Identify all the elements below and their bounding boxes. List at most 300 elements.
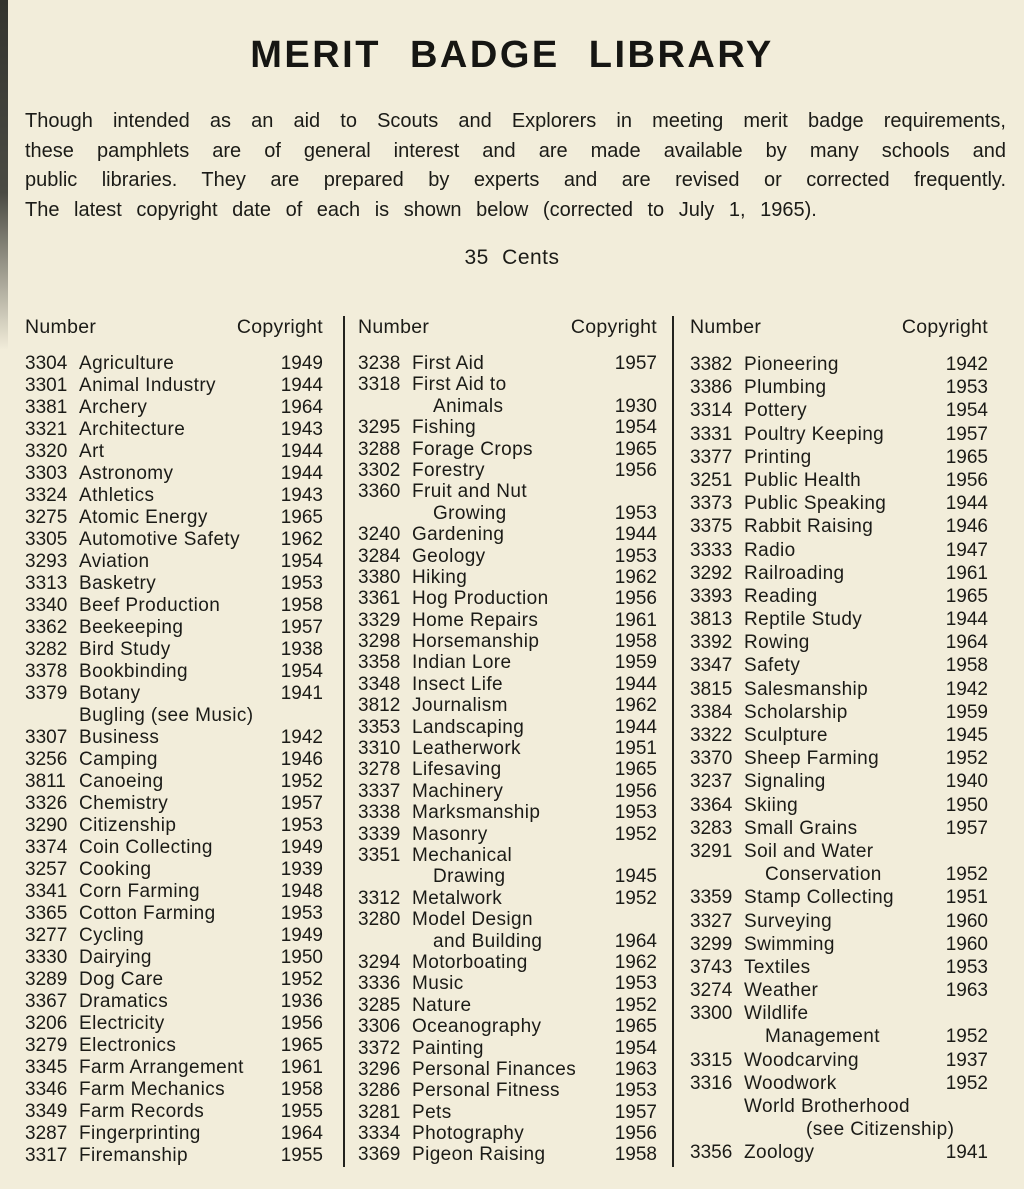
intro-line: these pamphlets are of general interest and are made available by many schools and xyxy=(25,139,1006,162)
badge-row-line xyxy=(690,933,988,956)
badge-row-line xyxy=(358,503,657,524)
badge-row-line xyxy=(25,639,323,661)
badge-number: 3307 xyxy=(25,727,68,748)
badge-year: 1957 xyxy=(945,817,988,839)
badge-row-line xyxy=(25,1013,323,1035)
table-column-3 xyxy=(672,316,990,1167)
column-entries xyxy=(358,353,657,1166)
badge-row-line xyxy=(690,353,988,376)
badge-row-line xyxy=(25,705,323,727)
badge-row-line xyxy=(358,1102,657,1123)
badge-row-line xyxy=(25,793,323,815)
badge-number: 3274 xyxy=(690,980,733,1002)
badge-number: 3287 xyxy=(25,1123,68,1144)
badge-number: 3289 xyxy=(25,969,68,990)
badge-number: 3349 xyxy=(25,1101,68,1122)
badge-name: Woodcarving xyxy=(744,1049,859,1071)
badge-row-line xyxy=(690,724,988,747)
badge-row-line xyxy=(358,1038,657,1059)
badge-year: 1963 xyxy=(945,980,988,1002)
badge-row-line xyxy=(358,995,657,1016)
badge-name: Soil and Water xyxy=(744,840,874,862)
badge-name: Music xyxy=(412,973,464,995)
badge-number: 3374 xyxy=(25,837,68,858)
badge-row-line xyxy=(358,396,657,417)
badge-year: 1953 xyxy=(280,573,323,594)
badge-row-line xyxy=(358,481,657,502)
badge-name: Aviation xyxy=(79,551,150,572)
badge-row-line xyxy=(25,661,323,683)
badge-year: 1954 xyxy=(280,551,323,572)
badge-number: 3382 xyxy=(690,354,733,375)
badge-year: 1953 xyxy=(614,1080,657,1102)
badge-name: Sculpture xyxy=(744,725,828,746)
badge-name: Public Health xyxy=(744,469,862,491)
badge-number: 3338 xyxy=(358,802,401,824)
badge-number: 3329 xyxy=(358,609,401,631)
badge-row-line xyxy=(690,979,988,1002)
badge-year: 1942 xyxy=(280,727,323,748)
badge-number: 3330 xyxy=(25,947,68,968)
badge-row-line xyxy=(25,1101,323,1123)
badge-number: 3296 xyxy=(358,1058,401,1080)
header-number-label: Number xyxy=(690,316,762,338)
badge-name: Woodwork xyxy=(744,1072,837,1094)
badge-number: 3341 xyxy=(25,881,68,902)
badge-name: Skiing xyxy=(744,794,799,816)
badge-number: 3284 xyxy=(358,545,401,567)
badge-year: 1949 xyxy=(280,925,323,946)
badge-year: 1957 xyxy=(945,423,988,445)
badge-row-line xyxy=(358,824,657,845)
badge-year: 1943 xyxy=(280,419,323,440)
badge-name: Oceanography xyxy=(412,1016,542,1038)
badge-year: 1956 xyxy=(614,1123,657,1145)
badge-name: First Aid xyxy=(412,353,485,374)
badge-name: Beekeeping xyxy=(79,617,184,638)
badge-row-line xyxy=(690,817,988,840)
badge-name: Pioneering xyxy=(744,354,839,375)
badge-number: 3347 xyxy=(690,655,733,677)
badge-year: 1952 xyxy=(945,1026,988,1048)
badge-name: Signaling xyxy=(744,771,826,793)
badge-year: 1961 xyxy=(614,609,657,631)
header-copyright-label: Copyright xyxy=(236,316,323,338)
badge-row-line xyxy=(690,886,988,909)
badge-number: 3298 xyxy=(358,631,401,653)
badge-number: 3377 xyxy=(690,446,733,468)
badge-year: 1942 xyxy=(945,678,988,700)
badge-year: 1944 xyxy=(614,673,657,695)
badge-year: 1954 xyxy=(945,400,988,422)
badge-name: Wildlife xyxy=(744,1003,809,1025)
badge-number: 3277 xyxy=(25,925,68,946)
badge-name: Railroading xyxy=(744,562,845,584)
badge-name: Hog Production xyxy=(412,588,549,610)
badge-row-line xyxy=(690,562,988,585)
badge-number: 3251 xyxy=(690,469,733,491)
badge-year: 1960 xyxy=(945,933,988,955)
badge-number: 3362 xyxy=(25,617,68,638)
badge-number: 3346 xyxy=(25,1079,68,1100)
badge-year: 1944 xyxy=(280,463,323,484)
badge-row-line xyxy=(690,654,988,677)
badge-row-line xyxy=(358,546,657,567)
badge-row-line xyxy=(690,910,988,933)
badge-row-line xyxy=(690,1072,988,1095)
badge-number: 3256 xyxy=(25,749,68,770)
badge-name: Electronics xyxy=(79,1035,177,1056)
badge-number: 3386 xyxy=(690,377,733,399)
badge-number: 3315 xyxy=(690,1049,733,1071)
badge-year: 1950 xyxy=(280,947,323,968)
badge-row-line xyxy=(25,683,323,705)
header-copyright-label: Copyright xyxy=(570,316,657,338)
badge-name: Agriculture xyxy=(79,353,175,374)
badge-year: 1954 xyxy=(614,1037,657,1059)
badge-number: 3360 xyxy=(358,481,401,503)
badge-row-line xyxy=(25,859,323,881)
badge-row-line xyxy=(358,1123,657,1144)
badge-name: Firemanship xyxy=(79,1145,188,1166)
badge-name: Sheep Farming xyxy=(744,748,880,770)
badge-number: 3293 xyxy=(25,551,68,572)
badge-row-line xyxy=(358,845,657,866)
badge-name: Art xyxy=(79,441,105,462)
badge-row-line xyxy=(25,397,323,419)
badge-name: Insect Life xyxy=(412,673,504,695)
badge-row-line xyxy=(690,956,988,979)
badge-number: 3359 xyxy=(690,887,733,909)
column-entries xyxy=(690,353,988,1165)
badge-number: 3380 xyxy=(358,566,401,588)
badge-number: 3206 xyxy=(25,1013,68,1034)
badge-name: World Brotherhood xyxy=(744,1096,910,1117)
badge-number: 3348 xyxy=(358,673,401,695)
badge-name: Personal Fitness xyxy=(412,1080,560,1102)
scan-edge-artifact xyxy=(0,0,8,350)
badge-year: 1958 xyxy=(614,1144,657,1166)
badge-row-line xyxy=(358,695,657,716)
badge-name: Machinery xyxy=(412,780,504,802)
badge-number: 3365 xyxy=(25,903,68,924)
badge-number: 3305 xyxy=(25,529,68,550)
badge-row-line xyxy=(358,738,657,759)
badge-name: Animals xyxy=(433,395,504,417)
badge-number: 3281 xyxy=(358,1101,401,1123)
badge-row-line xyxy=(358,759,657,780)
badge-name: Management xyxy=(765,1026,880,1048)
badge-name: Camping xyxy=(79,749,158,770)
intro-line: public libraries. They are prepared by experts and are revised or corrected frequently. xyxy=(25,169,1006,191)
badge-year: 1952 xyxy=(280,771,323,792)
badge-year: 1958 xyxy=(945,655,988,677)
badge-name: Archery xyxy=(79,397,148,418)
badge-name: Fruit and Nut xyxy=(412,481,528,503)
badge-row-line xyxy=(358,674,657,695)
badge-name: Small Grains xyxy=(744,817,858,839)
badge-number: 3358 xyxy=(358,652,401,674)
badge-number: 3283 xyxy=(690,817,733,839)
badge-number: 3303 xyxy=(25,463,68,484)
badge-row-line xyxy=(690,585,988,608)
badge-row-line xyxy=(690,631,988,654)
badge-row-line xyxy=(358,909,657,930)
badge-name: (see Citizenship) xyxy=(806,1119,955,1141)
badge-year: 1945 xyxy=(945,725,988,746)
badge-name: Motorboating xyxy=(412,951,528,973)
badge-row-line xyxy=(690,840,988,863)
badge-row-line xyxy=(358,652,657,673)
badge-year: 1959 xyxy=(945,701,988,723)
badge-row-line xyxy=(358,460,657,481)
badge-year: 1958 xyxy=(280,595,323,616)
badge-name: Geology xyxy=(412,545,486,567)
badge-name: First Aid to xyxy=(412,374,507,396)
badge-row-line xyxy=(690,863,988,886)
badge-row-line xyxy=(358,588,657,609)
badge-year: 1930 xyxy=(614,395,657,417)
badge-number: 3375 xyxy=(690,516,733,538)
badge-name: Bookbinding xyxy=(79,661,188,682)
badge-name: Horsemanship xyxy=(412,631,540,653)
badge-number: 3279 xyxy=(25,1035,68,1056)
badge-row-line xyxy=(690,469,988,492)
badge-number: 3364 xyxy=(690,794,733,816)
badge-name: Fingerprinting xyxy=(79,1123,201,1144)
badge-year: 1943 xyxy=(280,485,323,506)
badge-number: 3288 xyxy=(358,438,401,460)
badge-year: 1956 xyxy=(614,780,657,802)
badge-number: 3351 xyxy=(358,844,401,866)
badge-number: 3257 xyxy=(25,859,68,880)
badge-year: 1964 xyxy=(614,930,657,952)
badge-year: 1944 xyxy=(614,716,657,738)
badge-name: Canoeing xyxy=(79,771,164,792)
badge-row-line xyxy=(690,423,988,446)
badge-name: Marksmanship xyxy=(412,802,541,824)
badge-year: 1957 xyxy=(280,617,323,638)
badge-name: Botany xyxy=(79,683,141,704)
badge-number: 3384 xyxy=(690,701,733,723)
badge-number: 3291 xyxy=(690,840,733,862)
badge-year: 1944 xyxy=(614,524,657,546)
badge-year: 1954 xyxy=(614,417,657,439)
badge-year: 1965 xyxy=(614,438,657,460)
badge-number: 3370 xyxy=(690,748,733,770)
badge-row-line xyxy=(690,539,988,562)
badge-name: Farm Mechanics xyxy=(79,1079,226,1100)
badge-name: and Building xyxy=(433,930,543,952)
badge-name: Electricity xyxy=(79,1013,165,1034)
badge-row-line xyxy=(358,524,657,545)
badge-year: 1948 xyxy=(280,881,323,902)
badge-year: 1946 xyxy=(280,749,323,770)
badge-row-line xyxy=(690,1118,988,1141)
badge-row-line xyxy=(358,439,657,460)
badge-year: 1964 xyxy=(280,397,323,418)
badge-row-line xyxy=(358,1016,657,1037)
badge-name: Mechanical xyxy=(412,844,513,866)
badge-year: 1949 xyxy=(280,353,323,374)
badge-year: 1962 xyxy=(614,695,657,717)
badge-name: Leatherwork xyxy=(412,738,521,760)
badge-number: 3743 xyxy=(690,956,733,978)
badge-row-line xyxy=(25,1035,323,1057)
badge-year: 1952 xyxy=(614,994,657,1016)
badge-name: Gardening xyxy=(412,524,505,546)
badge-row-line xyxy=(690,1002,988,1025)
column-header xyxy=(25,316,323,339)
badge-number: 3318 xyxy=(358,374,401,396)
badge-number: 3369 xyxy=(358,1144,401,1166)
badge-name: Reading xyxy=(744,585,818,607)
badge-year: 1953 xyxy=(614,973,657,995)
badge-name: Dramatics xyxy=(79,991,169,1012)
badge-number: 3316 xyxy=(690,1072,733,1094)
badge-number: 3238 xyxy=(358,353,401,374)
badge-row-line xyxy=(25,617,323,639)
badge-row-line xyxy=(25,441,323,463)
badge-year: 1965 xyxy=(945,585,988,607)
badge-year: 1952 xyxy=(614,887,657,909)
table-column-2 xyxy=(343,316,672,1167)
badge-number: 3280 xyxy=(358,909,401,931)
badge-number: 3393 xyxy=(690,585,733,607)
header-copyright-label: Copyright xyxy=(901,316,988,338)
badge-row-line xyxy=(25,727,323,749)
badge-row-line xyxy=(690,515,988,538)
badge-row-line xyxy=(690,701,988,724)
badge-name: Reptile Study xyxy=(744,609,863,631)
badge-row-line xyxy=(690,376,988,399)
badge-row-line xyxy=(25,969,323,991)
badge-row-line xyxy=(25,947,323,969)
badge-name: Stamp Collecting xyxy=(744,887,895,909)
badge-name: Bugling (see Music) xyxy=(79,705,254,726)
badge-number: 3353 xyxy=(358,716,401,738)
badge-name: Poultry Keeping xyxy=(744,423,885,445)
badge-row-line xyxy=(25,551,323,573)
badge-row-line xyxy=(358,973,657,994)
badge-name: Home Repairs xyxy=(412,609,539,631)
badge-year: 1962 xyxy=(614,951,657,973)
badge-year: 1957 xyxy=(614,353,657,374)
badge-year: 1936 xyxy=(280,991,323,1012)
badge-year: 1953 xyxy=(614,502,657,524)
badge-name: Business xyxy=(79,727,160,748)
badge-row-line xyxy=(690,678,988,701)
badge-number: 3331 xyxy=(690,423,733,445)
badge-year: 1955 xyxy=(280,1145,323,1166)
badge-number: 3345 xyxy=(25,1057,68,1078)
badge-year: 1941 xyxy=(945,1142,988,1164)
badge-year: 1944 xyxy=(945,609,988,631)
badge-row-line xyxy=(25,903,323,925)
badge-name: Indian Lore xyxy=(412,652,512,674)
badge-row-line xyxy=(25,881,323,903)
badge-name: Coin Collecting xyxy=(79,837,213,858)
badge-year: 1960 xyxy=(945,910,988,932)
badge-name: Forage Crops xyxy=(412,438,533,460)
badge-number: 3275 xyxy=(25,507,68,528)
badge-year: 1944 xyxy=(280,441,323,462)
badge-number: 3812 xyxy=(358,695,401,717)
badge-name: Rabbit Raising xyxy=(744,516,874,538)
badge-name: Metalwork xyxy=(412,887,503,909)
badge-row-line xyxy=(25,595,323,617)
badge-name: Basketry xyxy=(79,573,157,594)
badge-row-line xyxy=(25,463,323,485)
badge-number: 3294 xyxy=(358,951,401,973)
badge-year: 1965 xyxy=(280,1035,323,1056)
badge-row-line xyxy=(358,417,657,438)
badge-name: Conservation xyxy=(765,864,882,886)
badge-row-line xyxy=(358,802,657,823)
badge-name: Model Design xyxy=(412,909,533,931)
badge-row-line xyxy=(690,446,988,469)
badge-row-line xyxy=(358,888,657,909)
badge-year: 1937 xyxy=(945,1049,988,1071)
badge-year: 1953 xyxy=(280,903,323,924)
badge-year: 1952 xyxy=(614,823,657,845)
badge-year: 1956 xyxy=(614,459,657,481)
badge-name: Dog Care xyxy=(79,969,164,990)
badge-year: 1938 xyxy=(280,639,323,660)
badge-row-line xyxy=(25,991,323,1013)
badge-row-line xyxy=(690,747,988,770)
badge-year: 1954 xyxy=(280,661,323,682)
badge-row-line xyxy=(25,749,323,771)
badge-name: Weather xyxy=(744,980,819,1002)
badge-name: Scholarship xyxy=(744,701,848,723)
badge-number: 3813 xyxy=(690,609,733,631)
badge-row-line xyxy=(25,1057,323,1079)
badge-row-line xyxy=(690,794,988,817)
badge-name: Printing xyxy=(744,446,812,468)
badge-row-line xyxy=(358,717,657,738)
badge-year: 1957 xyxy=(614,1101,657,1123)
badge-year: 1965 xyxy=(614,759,657,781)
badge-number: 3302 xyxy=(358,459,401,481)
badge-number: 3306 xyxy=(358,1016,401,1038)
badge-name: Rowing xyxy=(744,632,810,654)
badge-year: 1953 xyxy=(614,802,657,824)
badge-number: 3313 xyxy=(25,573,68,594)
badge-number: 3317 xyxy=(25,1145,68,1166)
column-header xyxy=(358,316,657,339)
badge-row-line xyxy=(25,529,323,551)
badge-number: 3320 xyxy=(25,441,68,462)
badge-year: 1961 xyxy=(945,562,988,584)
badge-number: 3240 xyxy=(358,524,401,546)
badge-year: 1953 xyxy=(280,815,323,836)
badge-name: Farm Arrangement xyxy=(79,1057,244,1078)
badge-row-line xyxy=(25,375,323,397)
badge-number: 3237 xyxy=(690,771,733,793)
badge-name: Pottery xyxy=(744,400,807,422)
badge-name: Cooking xyxy=(79,859,152,880)
badge-number: 3310 xyxy=(358,738,401,760)
badge-year: 1957 xyxy=(280,793,323,814)
badge-year: 1951 xyxy=(614,738,657,760)
badge-name: Chemistry xyxy=(79,793,169,814)
badge-row-line xyxy=(358,567,657,588)
badge-row-line xyxy=(25,353,323,375)
column-header xyxy=(690,316,988,339)
badge-row-line xyxy=(358,1059,657,1080)
badge-number: 3321 xyxy=(25,419,68,440)
